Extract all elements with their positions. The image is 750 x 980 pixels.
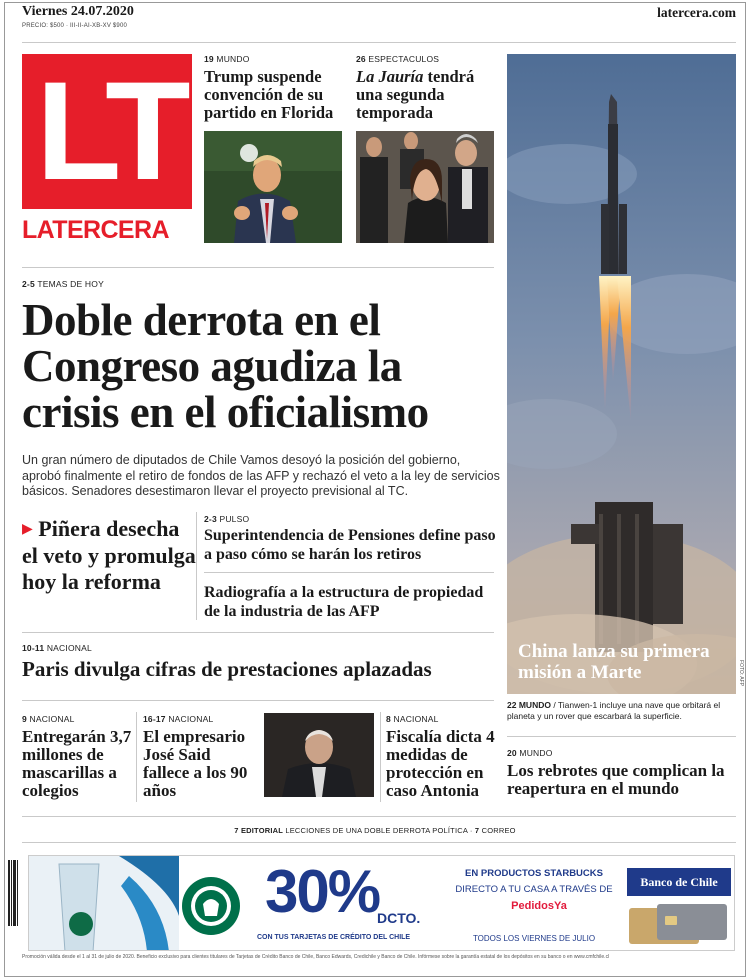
pulso-headline-2[interactable]: Radiografía a la estructura de propiedad de la industria de las AFP <box>204 584 484 620</box>
ad-credit-cards-image <box>627 902 731 946</box>
mascarillas-headline[interactable]: Entregarán 3,7 millones de mascarillas a colegios <box>22 727 132 800</box>
trump-headline[interactable]: Trump suspende convención de su partido en Florida <box>204 67 334 122</box>
fine-print: Promoción válida desde el 1 al 31 de julio de 2020. Beneficio exclusivo para clientes titulares de Tarjetas de Crédito Banco de Chile, Banco Edwards, Credichile y Banco de Chile. Infórmese sobre la garantía estatal de los depósitos en su banco o en www.cmfchile.cl <box>22 954 610 960</box>
said-headline[interactable]: El empresario José Said fallece a los 90 años <box>143 727 248 800</box>
trump-photo[interactable] <box>204 131 342 243</box>
rebrotes-rule <box>507 736 736 737</box>
lead-deck: Un gran número de diputados de Chile Vamos desoyó la posición del gobierno, aprobó finalmente el retiro de fondos de las AFP y rechazó el veto a la ley de servicios básicos. Senadores desestimaron llevar el proyecto previsional al TC. <box>22 453 500 498</box>
jauria-photo[interactable] <box>356 131 494 243</box>
starbucks-ad[interactable] <box>28 855 735 951</box>
ad-drink-image <box>29 856 179 951</box>
trump-kicker: 19 MUNDO <box>204 54 250 64</box>
lead-rule <box>22 267 494 268</box>
ad-right-sub: DIRECTO A TU CASA A TRAVÉS DE <box>455 884 613 895</box>
divider-1 <box>136 712 137 802</box>
ad-discount: 30% <box>265 858 380 925</box>
divider-2 <box>380 712 381 802</box>
rocket-cutline: 22 MUNDO / Tianwen-1 incluye una nave que orbitará el planeta y un rover que escarbará la superficie. <box>507 700 721 721</box>
editorial-strip[interactable]: 7 EDITORIAL LECCIONES DE UNA DOBLE DERROTA POLÍTICA · 7 CORREO <box>234 826 516 835</box>
jauria-kicker: 26 ESPECTACULOS <box>356 54 440 64</box>
ad-days: TODOS LOS VIERNES DE JULIO <box>472 934 596 943</box>
rocket-photo[interactable] <box>507 54 736 694</box>
logo-wordmark: LATERCERA <box>22 216 169 244</box>
issue-date: Viernes 24.07.2020 <box>22 4 134 19</box>
rebrotes-kicker: 20 MUNDO <box>507 748 553 758</box>
said-kicker: 16-17 NACIONAL <box>143 714 214 724</box>
lead-headline[interactable]: Doble derrota en el Congreso agudiza la crisis en el oficialismo <box>22 295 429 437</box>
rocket-caption[interactable]: China lanza su primera misión a Marte <box>518 641 710 683</box>
pulso-kicker: 2-3 PULSO <box>204 514 250 524</box>
lead-kicker: 2-5 TEMAS DE HOY <box>22 279 104 289</box>
mascarillas-kicker: 9 NACIONAL <box>22 714 75 724</box>
logo-letters: LT <box>36 52 185 209</box>
paris-kicker: 10-11 NACIONAL <box>22 643 92 653</box>
paris-rule <box>22 632 494 633</box>
ad-app-name: PedidosYa <box>511 900 567 912</box>
pulso-headline-1[interactable]: Superintendencia de Pensiones define paso a paso cómo se harán los retiros <box>204 527 496 563</box>
pulso-rule <box>204 572 494 573</box>
barcode <box>6 858 20 928</box>
editorial-rule-bottom <box>22 842 736 843</box>
ad-card-line: CON TUS TARJETAS DE CRÉDITO DEL CHILE <box>257 934 411 941</box>
logo-mark[interactable] <box>22 54 192 209</box>
starbucks-logo-icon <box>181 876 241 936</box>
bottom-row-rule <box>22 700 494 701</box>
ad-bank-logo: Banco de Chile <box>627 868 731 896</box>
photo-credit: FOTO: AFP <box>738 660 744 687</box>
ad-right-title: EN PRODUCTOS STARBUCKS <box>465 868 603 879</box>
fiscalia-headline[interactable]: Fiscalía dicta 4 medidas de protección en caso Antonia <box>386 727 495 800</box>
masthead-rule <box>22 42 736 43</box>
ad-dcto: DCTO. <box>377 910 421 926</box>
site-url[interactable]: latercera.com <box>657 5 736 20</box>
said-photo[interactable] <box>264 713 374 797</box>
rebrotes-headline[interactable]: Los rebrotes que complican la reapertura en el mundo <box>507 761 725 798</box>
pinera-arrow-icon: ▶ <box>22 522 33 537</box>
pinera-headline[interactable]: ▶ Piñera desecha el veto y promulga hoy la reforma <box>22 516 196 594</box>
price-line: PRECIO: $500 · III-II-AI-XB-XV $900 <box>22 23 128 29</box>
paris-headline[interactable]: Paris divulga cifras de prestaciones aplazadas <box>22 657 432 681</box>
pinera-divider <box>196 512 197 620</box>
editorial-rule-top <box>22 816 736 817</box>
fiscalia-kicker: 8 NACIONAL <box>386 714 439 724</box>
jauria-headline[interactable]: La Jauría tendrá una segunda temporada <box>356 67 475 122</box>
